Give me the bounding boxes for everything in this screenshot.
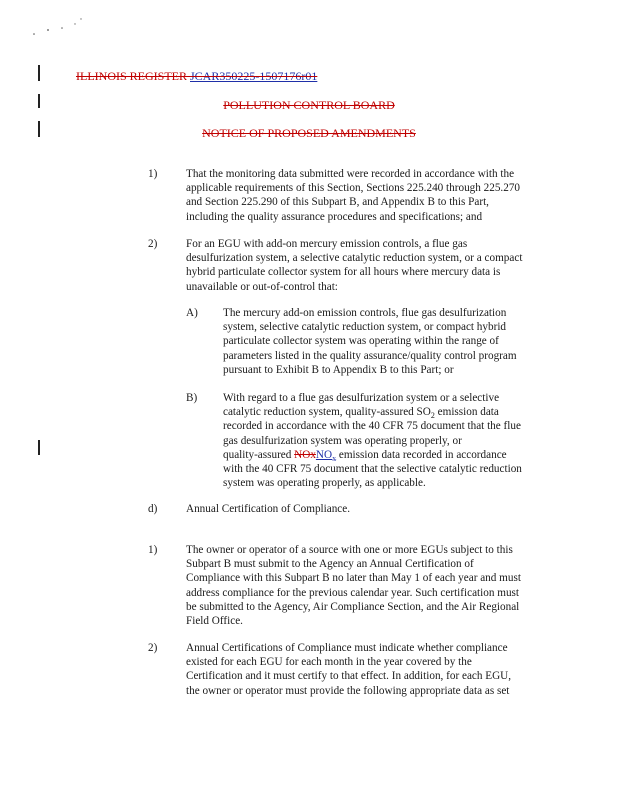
text-line: and Section 225.290 of this Subpart B, and Appendix B to this Part,: [186, 196, 489, 209]
subitem-paragraph: [223, 306, 517, 377]
notice-header: NOTICE OF PROPOSED AMENDMENTS: [202, 126, 416, 140]
subscript: 2: [430, 411, 435, 421]
text-line: particulate collector system was operating within the range of: [223, 335, 499, 348]
text-segment: NO: [315, 448, 333, 461]
subitem-paragraph: [223, 391, 522, 490]
item-number: 1): [148, 168, 158, 180]
text-line: Annual Certifications of Compliance must indicate whether compliance: [186, 642, 508, 654]
text-line: Subpart B must submit to the Agency an Annual Certification of: [186, 558, 474, 571]
register-inserted: JCAR350225-1507176r01: [190, 69, 318, 83]
item-paragraph: [186, 237, 522, 294]
section-letter: d): [148, 503, 158, 515]
register-deleted: ILLINOIS REGISTER: [76, 69, 187, 83]
subscript: x: [332, 454, 337, 464]
text-line: hybrid particulate collector system for all hours where mercury data is: [186, 266, 501, 279]
text-line: with the 40 CFR 75 document that the selective catalytic reduction: [223, 463, 522, 476]
inserted-nox: [315, 448, 337, 464]
text-segment: emission data recorded in accordance: [336, 448, 507, 461]
text-line: address compliance for the previous calendar year. Such certification must: [186, 586, 520, 599]
text-line: [223, 405, 522, 419]
item-paragraph: [186, 543, 521, 628]
section-title: Annual Certification of Compliance.: [186, 503, 351, 515]
scan-specks: [28, 16, 88, 38]
text-segment: emission data: [434, 406, 499, 419]
text-line: Certification and it must certify to that effect. In addition, for each EGU,: [186, 670, 512, 683]
text-line: parameters listed in the quality assurance/quality control program: [223, 349, 517, 362]
text-line: For an EGU with add-on mercury emission controls, a flue gas: [186, 238, 468, 250]
text-line: including the quality assurance procedures and specifications; and: [186, 210, 483, 223]
text-line: gas desulfurization system was operating properly, or: [223, 434, 462, 447]
text-line: The owner or operator of a source with one or more EGUs subject to this: [186, 544, 513, 556]
text-line: pursuant to Exhibit B to Appendix B to this Part; or: [223, 363, 454, 376]
text-line: applicable requirements of this Section, Sections 225.240 through 225.270: [186, 182, 521, 195]
text-line: desulfurization system, a selective catalytic reduction system, or a compact: [186, 252, 523, 265]
text-line: be submitted to the Agency, Air Compliance Section, and the Air Regional: [186, 600, 520, 613]
text-line: [223, 448, 522, 462]
deleted-nox: NOx: [294, 448, 316, 461]
text-segment: catalytic reduction system, quality-assured SO: [223, 406, 431, 419]
register-header: [76, 69, 317, 83]
item-paragraph: [186, 641, 511, 698]
text-line: recorded in accordance with the 40 CFR 75 document that the flue: [223, 420, 521, 433]
item-paragraph: [186, 167, 520, 224]
text-line: With regard to a flue gas desulfurization system or a selective: [223, 392, 500, 404]
text-line: system was operating properly, as applicable.: [223, 477, 426, 490]
change-bar: [38, 65, 40, 81]
board-header: POLLUTION CONTROL BOARD: [223, 98, 395, 112]
subitem-letter: B): [186, 392, 198, 404]
text-line: the owner or operator must provide the following appropriate data as set: [186, 684, 510, 697]
text-line: existed for each EGU for each month in the year covered by the: [186, 656, 472, 669]
subitem-letter: A): [186, 307, 198, 319]
text-line: unavailable or out-of-control that:: [186, 280, 338, 293]
item-number: 2): [148, 238, 158, 250]
item-number: 1): [148, 544, 158, 556]
text-line: That the monitoring data submitted were recorded in accordance with the: [186, 168, 515, 180]
text-line: Field Office.: [186, 615, 243, 628]
text-line: The mercury add-on emission controls, flue gas desulfurization: [223, 307, 507, 319]
text-line: Compliance with this Subpart B no later than May 1 of each year and must: [186, 572, 521, 585]
text-line: system, selective catalytic reduction system, or compact hybrid: [223, 321, 507, 334]
item-number: 2): [148, 642, 158, 654]
text-segment: quality-assured: [223, 448, 295, 461]
change-bar: [38, 440, 40, 455]
